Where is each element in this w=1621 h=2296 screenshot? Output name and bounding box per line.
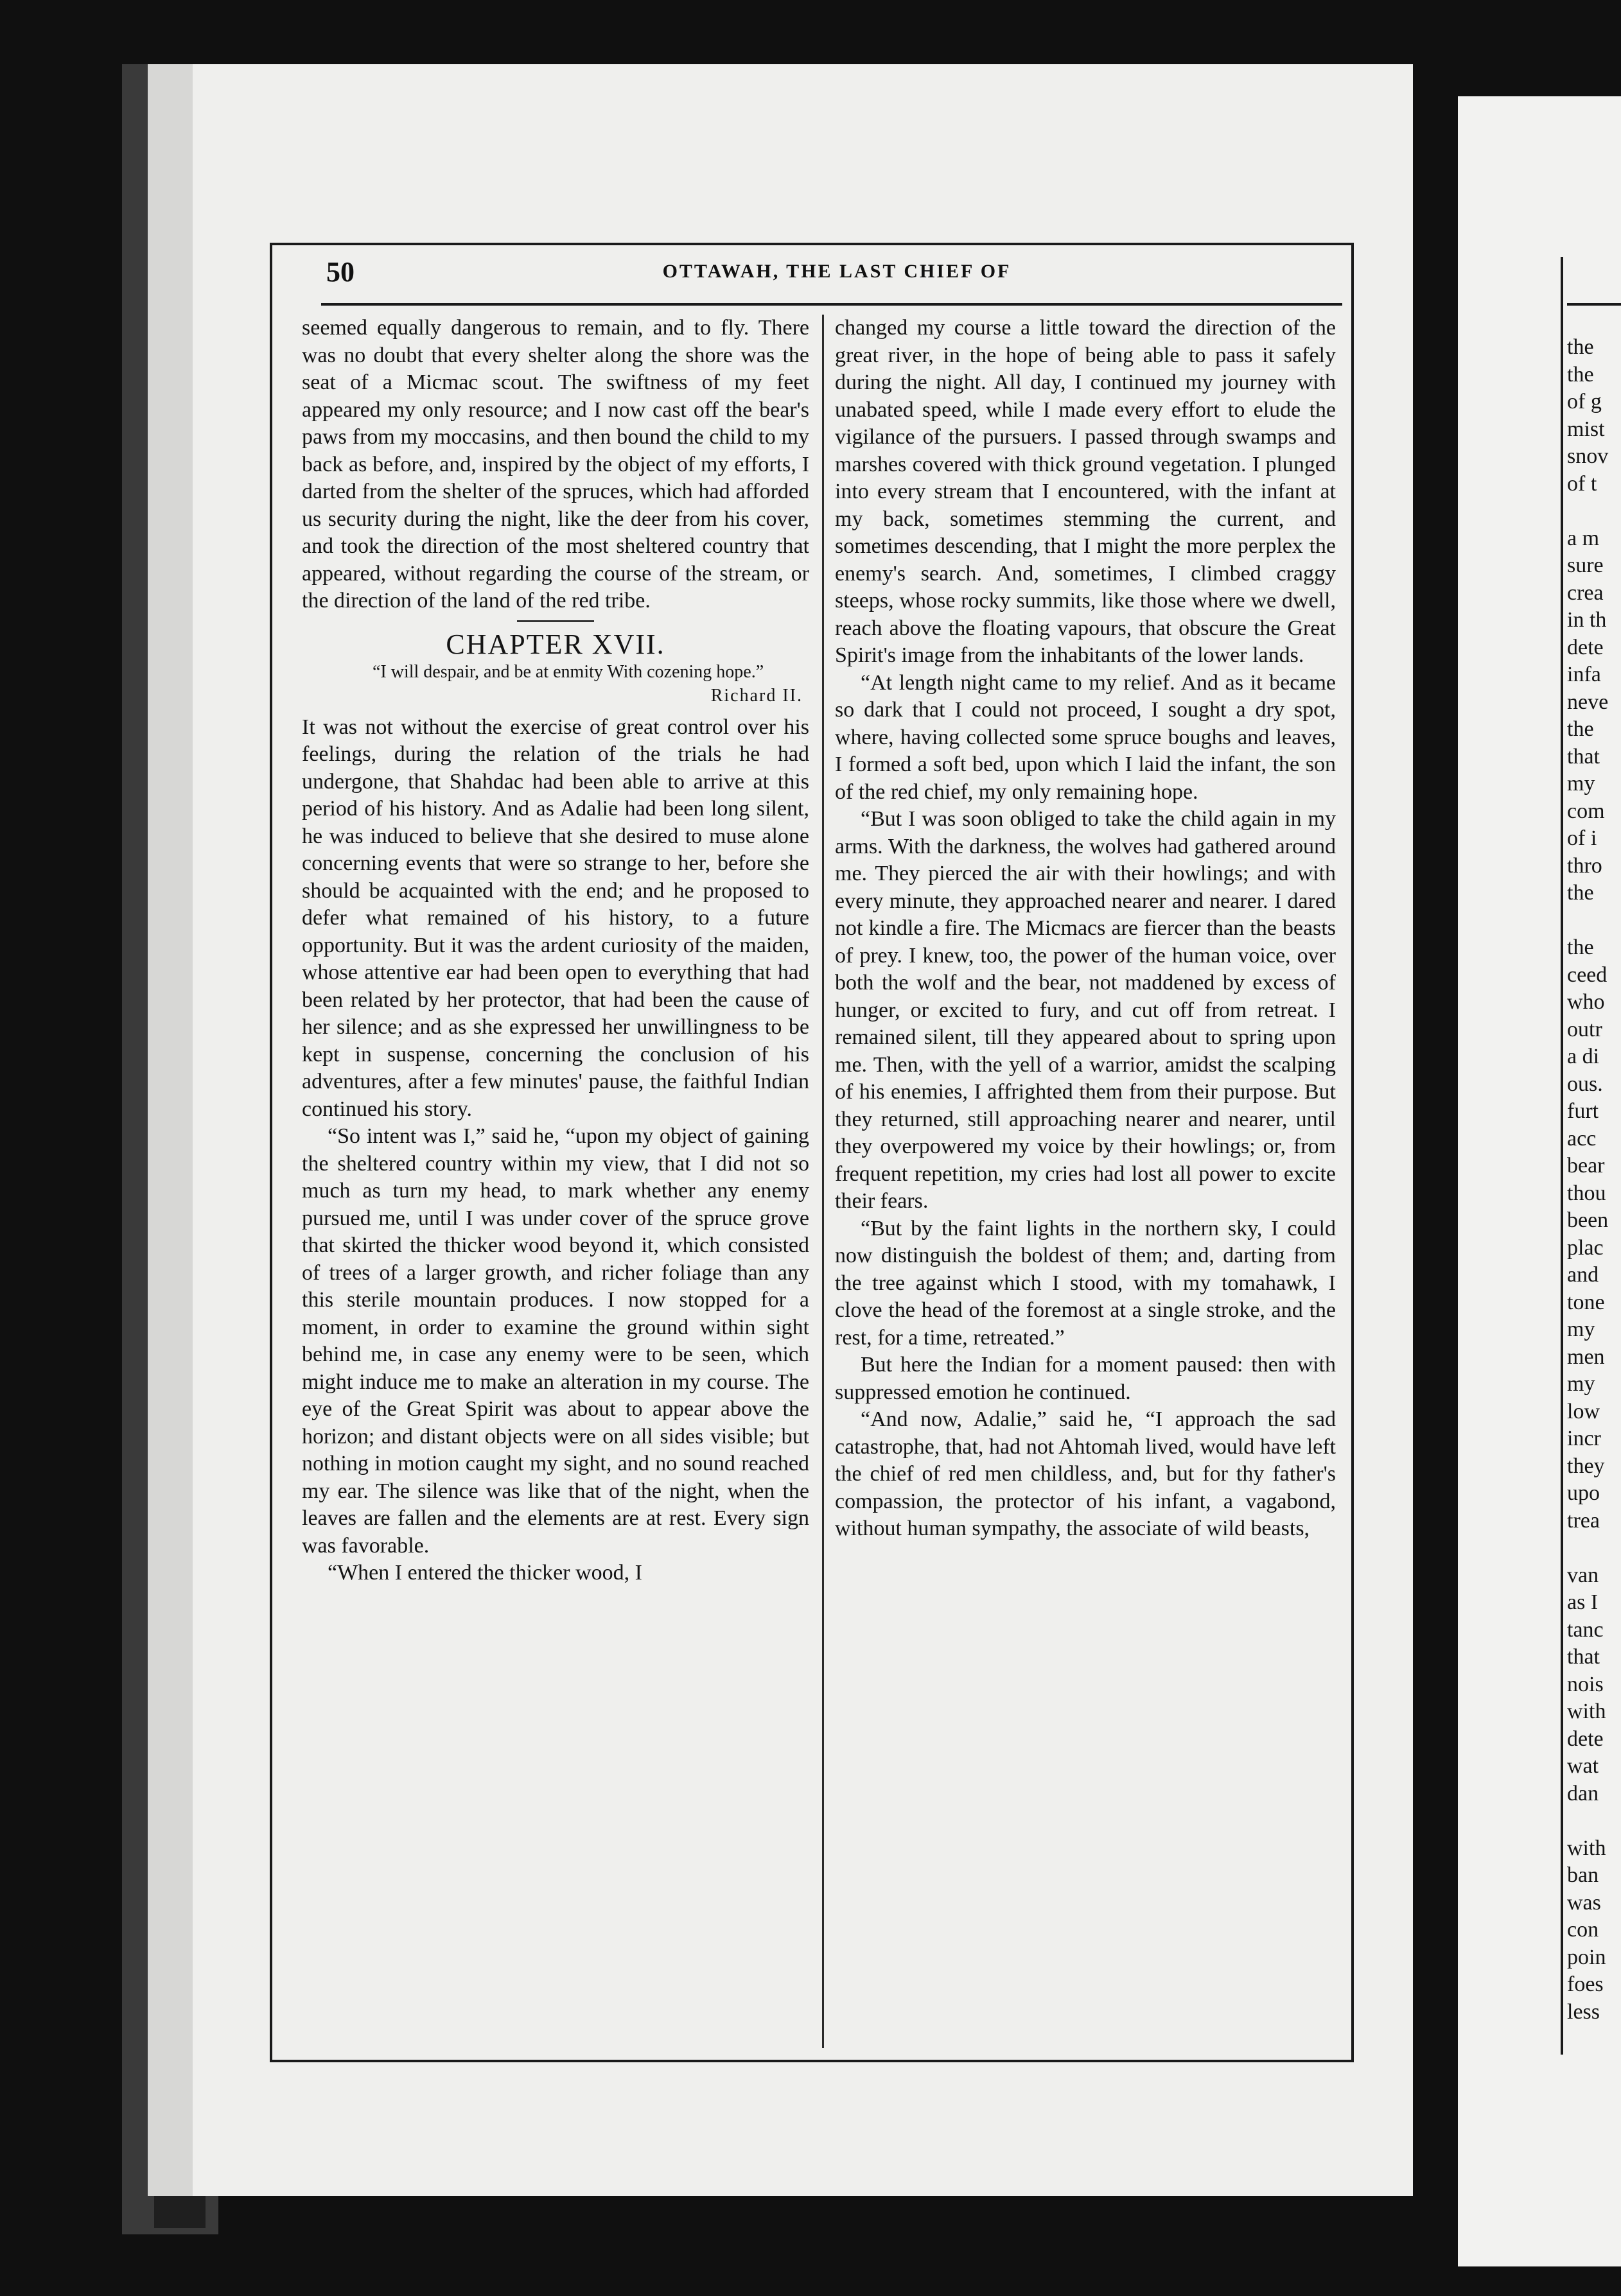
facing-page-line: who: [1567, 990, 1605, 1014]
column-rule: [822, 315, 824, 2048]
facing-page-line: tanc: [1567, 1617, 1604, 1642]
facing-page-line: the: [1567, 935, 1594, 959]
facing-page-line: that: [1567, 744, 1600, 769]
right-column: [835, 315, 1336, 1543]
facing-page-line: of i: [1567, 826, 1597, 850]
facing-page-line: tone: [1567, 1290, 1605, 1314]
facing-page-line: van: [1567, 1563, 1599, 1587]
page-number: 50: [326, 256, 355, 288]
facing-page-line: acc: [1567, 1126, 1597, 1151]
facing-page-line: they: [1567, 1454, 1605, 1478]
paragraph: “At length night came to my relief. And as it became so dark that I could not proceed, I sought a dry spot, where, having collected some spruce boughs and leaves, I formed a soft bed, upon which I laid the infant, the son of the red chief, my only remaining hope.: [835, 670, 1336, 804]
facing-page-line: a m: [1567, 526, 1600, 550]
facing-page-line: snov: [1567, 444, 1609, 468]
facing-page-line: men: [1567, 1344, 1605, 1369]
facing-page-frame: [1561, 257, 1563, 2055]
facing-page-line: mist: [1567, 417, 1605, 441]
paragraph: “When I entered the thicker wood, I: [328, 1561, 642, 1585]
facing-page-line: con: [1567, 1918, 1599, 1942]
facing-page-line: with: [1567, 1700, 1606, 1723]
facing-page-line: thro: [1567, 853, 1602, 878]
facing-page-line: less: [1567, 1999, 1600, 2024]
running-title: OTTAWAH, THE LAST CHIEF OF: [662, 261, 1012, 282]
left-column: [302, 315, 809, 1587]
paragraph: “And now, Adalie,” said he, “I approach the sad catastrophe, that, had not Ahtomah lived, would have left the chief of red men childless, and, but for thy father's compassion, the protector of his infant, a vagabond, without human sympathy, the associate of wild beasts,: [835, 1407, 1336, 1540]
paragraph: changed my course a little toward the direction of the great river, in the hope of being able to pass it safely during the night. All day, I continued my journey with unabated speed, while I made every effort to elude the vigilance of the pursuers. I passed through swamps and marshes covered with thick ground vegetation. I plunged into every stream that I encountered, with the infant at my back, sometimes stemming the current, and sometimes descending, that I might the more perplex the enemy's search. And, sometimes, I climbed craggy steeps, whose rocky summits, like those where we dwell, reach above the floating vapours, that obscure the Great Spirit's image from the inhabitants of the lower lands.: [835, 316, 1336, 667]
facing-page-line: com: [1567, 799, 1605, 823]
facing-page-line: bear: [1567, 1154, 1605, 1178]
facing-page-line: dete: [1567, 635, 1604, 659]
facing-page-line: ceed: [1567, 962, 1608, 987]
facing-page-line: [1567, 498, 1608, 525]
facing-page-line: and: [1567, 1263, 1599, 1287]
facing-page-line: of g: [1567, 390, 1602, 413]
header-rule: [321, 303, 1342, 306]
facing-page-line: the: [1567, 881, 1594, 905]
facing-page-line: outr: [1567, 1017, 1602, 1041]
epigraph-source: Richard II.: [710, 686, 803, 706]
facing-page-line: infa: [1567, 663, 1601, 686]
facing-page-line: dan: [1567, 1781, 1599, 1805]
facing-page-line: [1567, 907, 1608, 935]
running-header: [326, 256, 1347, 288]
facing-page-line: sure: [1567, 553, 1604, 577]
facing-page-line: that: [1567, 1645, 1600, 1669]
facing-page-line: nois: [1567, 1672, 1604, 1696]
facing-page-line: foes: [1567, 1972, 1604, 1996]
facing-page-line: my: [1567, 1372, 1595, 1396]
facing-page-line: the: [1567, 335, 1594, 359]
facing-page-line: as I: [1567, 1590, 1599, 1614]
facing-page-line: incr: [1567, 1427, 1601, 1450]
facing-page-line: of t: [1567, 471, 1597, 496]
facing-page-text: [1567, 334, 1608, 2026]
paragraph: “So intent was I,” said he, “upon my object of gaining the sheltered country within my view, that I did not so much as turn my head, to mark whether any enemy pursued me, until I was under cover of the spruce grove that skirted the thicker wood beyond it, which consisted of trees of a larger growth, and richer foliage than any this sterile mountain produces. I now stopped for a moment, in order to examine the ground within sight behind me, in case any enemy were to be seen, which might induce me to make an alteration in my course. The eye of the Great Spirit was about to appear above the horizon; and distant objects were on all sides visible; but nothing in motion caught my sight, and no sound reached my ear. The silence was like that of the night, when the leaves are fallen and the elements are at rest. Every sign was favorable.: [302, 1124, 809, 1558]
facing-page-line: ban: [1567, 1863, 1599, 1887]
paragraph: It was not without the exercise of great control over his feelings, during the relation of the trials he had undergone, that Shahdac had been able to arrive at this period of his history. And as Adalie had been long silent, he was induced to believe that she desired to muse alone concerning events that were so strange to her, before she should be acquainted with the end; and he proposed to defer what remained of his history, to a future opportunity. But it was the ardent curiosity of the maiden, whose attentive ear had been open to everything that had been related by her protector, that had been the cause of her silence; and as she expressed her unwillingness to be kept in suspense, concerning the conclusion of his adventures, after a few minutes' pause, the faithful Indian continued his story.: [302, 715, 809, 1121]
facing-page-line: trea: [1567, 1508, 1600, 1533]
facing-page-line: [1567, 1535, 1608, 1562]
facing-page-line: ous.: [1567, 1072, 1603, 1096]
chapter-title: CHAPTER XVII.: [446, 628, 665, 660]
paragraph: seemed equally dangerous to remain, and to fly. There was no doubt that every shelter along the shore was the seat of a Micmac scout. The swiftness of my feet appeared my only resource; and I now cast off the bear's paws from my moccasins, and then bound the child to my back as before, and, inspired by the object of my efforts, I darted from the shelter of the spruces, which had afforded us security during the night, like the deer from his cover, and took the direction of the most sheltered country that appeared, without regarding the course of the stream, or the direction of the land of the red tribe.: [302, 316, 809, 613]
facing-page-line: the: [1567, 717, 1594, 741]
facing-page-line: been: [1567, 1208, 1609, 1232]
facing-page-line: dete: [1567, 1726, 1604, 1751]
facing-page-line: wat: [1567, 1754, 1599, 1778]
facing-page-line: my: [1567, 1318, 1595, 1341]
facing-page-line: [1567, 1807, 1608, 1835]
facing-page-line: with: [1567, 1836, 1606, 1860]
facing-page-line: the: [1567, 362, 1594, 387]
facing-page-line: crea: [1567, 580, 1604, 605]
paragraph: But here the Indian for a moment paused: then with suppressed emotion he continued.: [835, 1353, 1336, 1404]
epigraph: “I will despair, and be at enmity With cozening hope.”: [372, 662, 764, 682]
facing-page-line: thou: [1567, 1181, 1606, 1205]
facing-page-line: a di: [1567, 1045, 1600, 1068]
facing-page-line: furt: [1567, 1099, 1599, 1123]
facing-page-line: low: [1567, 1399, 1600, 1423]
paragraph: “But by the faint lights in the northern sky, I could now distinguish the boldest of them; and, darting from the tree against which I stood, with my tomahawk, I clove the head of the foremost at a single stroke, and the rest, for a time, retreated.”: [835, 1216, 1336, 1350]
facing-page-line: my: [1567, 772, 1595, 796]
facing-page-line: in th: [1567, 608, 1607, 632]
chapter-rule: [517, 620, 594, 622]
paragraph: “But I was soon obliged to take the child again in my arms. With the darkness, the wolves had gathered around me. They pierced the air with their howlings; and with every minute, they approached nearer and nearer. I dared not kindle a fire. The Micmacs are fiercer than the beasts of prey. I knew, too, the power of the human voice, over both the wolf and the bear, not maddened by excess of hunger, or excited to fury, and cut off from retreat. I remained silent, till they appeared about to spring upon me. Then, with the yell of a warrior, amidst the scalping of his enemies, I affrighted them from their purpose. But they returned, still approaching nearer and nearer, until they overpowered my voice by their howlings; or, from frequent repetition, my cries had lost all power to excite their fears.: [835, 807, 1336, 1213]
facing-page-line: upo: [1567, 1481, 1600, 1505]
facing-page-line: neve: [1567, 690, 1609, 714]
facing-page-line: poin: [1567, 1945, 1606, 1969]
facing-page-line: plac: [1567, 1235, 1604, 1260]
facing-page-rule: [1567, 303, 1621, 306]
facing-page-line: was: [1567, 1890, 1601, 1915]
